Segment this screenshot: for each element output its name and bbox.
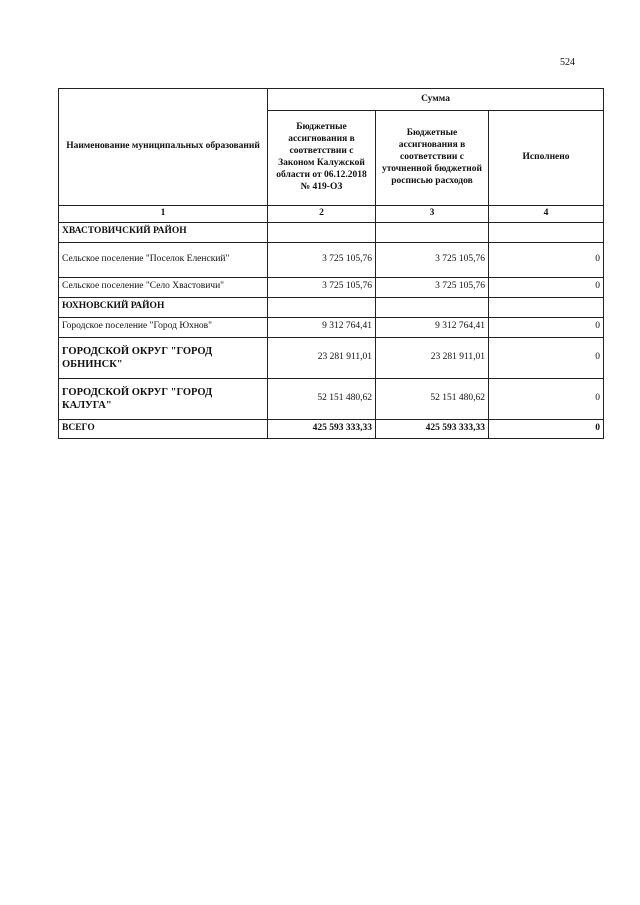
done-value: 0 <box>489 317 604 337</box>
done-value <box>489 297 604 317</box>
page-number: 524 <box>560 57 575 68</box>
header-sum: Сумма <box>268 89 604 111</box>
table-row <box>59 242 604 277</box>
okrug-name: ГОРОДСКОЙ ОКРУГ "ГОРОД ОБНИНСК" <box>59 337 268 378</box>
header-name: Наименование муниципальных образований <box>59 89 268 206</box>
table-row <box>59 277 604 297</box>
header-done: Исполнено <box>489 111 604 206</box>
col-number-3: 3 <box>376 206 489 223</box>
okrug-name: ГОРОДСКОЙ ОКРУГ "ГОРОД КАЛУГА" <box>59 378 268 419</box>
law-value: 3 725 105,76 <box>268 277 376 297</box>
refined-value: 3 725 105,76 <box>376 277 489 297</box>
law-value: 9 312 764,41 <box>268 317 376 337</box>
table-row <box>59 378 604 419</box>
header-row-top <box>59 89 604 111</box>
law-value: 23 281 911,01 <box>268 337 376 378</box>
table-row <box>59 337 604 378</box>
column-number-row <box>59 206 604 223</box>
done-value: 0 <box>489 242 604 277</box>
col-number-4: 4 <box>489 206 604 223</box>
table-row <box>59 297 604 317</box>
law-value: 52 151 480,62 <box>268 378 376 419</box>
refined-value: 3 725 105,76 <box>376 242 489 277</box>
region-name: ЮХНОВСКИЙ РАЙОН <box>59 297 268 317</box>
refined-value: 9 312 764,41 <box>376 317 489 337</box>
done-value: 0 <box>489 337 604 378</box>
table-row <box>59 222 604 242</box>
total-label: ВСЕГО <box>59 419 268 438</box>
settlement-name: Сельское поселение "Поселок Еленский" <box>59 242 268 277</box>
total-done: 0 <box>489 419 604 438</box>
done-value: 0 <box>489 277 604 297</box>
done-value <box>489 222 604 242</box>
settlement-name: Городское поселение "Город Юхнов" <box>59 317 268 337</box>
region-name: ХВАСТОВИЧСКИЙ РАЙОН <box>59 222 268 242</box>
refined-value: 52 151 480,62 <box>376 378 489 419</box>
refined-value <box>376 222 489 242</box>
total-law: 425 593 333,33 <box>268 419 376 438</box>
header-refined: Бюджетные ассигнования в соответствии с уточненной бюджетной росписью расходов <box>376 111 489 206</box>
budget-table <box>58 88 604 439</box>
law-value <box>268 222 376 242</box>
total-row <box>59 419 604 438</box>
law-value <box>268 297 376 317</box>
settlement-name: Сельское поселение "Село Хвастовичи" <box>59 277 268 297</box>
header-law: Бюджетные ассигнования в соответствии с Законом Калужской области от 06.12.2018 № 419-ОЗ <box>268 111 376 206</box>
table-row <box>59 317 604 337</box>
refined-value <box>376 297 489 317</box>
col-number-2: 2 <box>268 206 376 223</box>
total-refined: 425 593 333,33 <box>376 419 489 438</box>
col-number-1: 1 <box>59 206 268 223</box>
refined-value: 23 281 911,01 <box>376 337 489 378</box>
done-value: 0 <box>489 378 604 419</box>
law-value: 3 725 105,76 <box>268 242 376 277</box>
